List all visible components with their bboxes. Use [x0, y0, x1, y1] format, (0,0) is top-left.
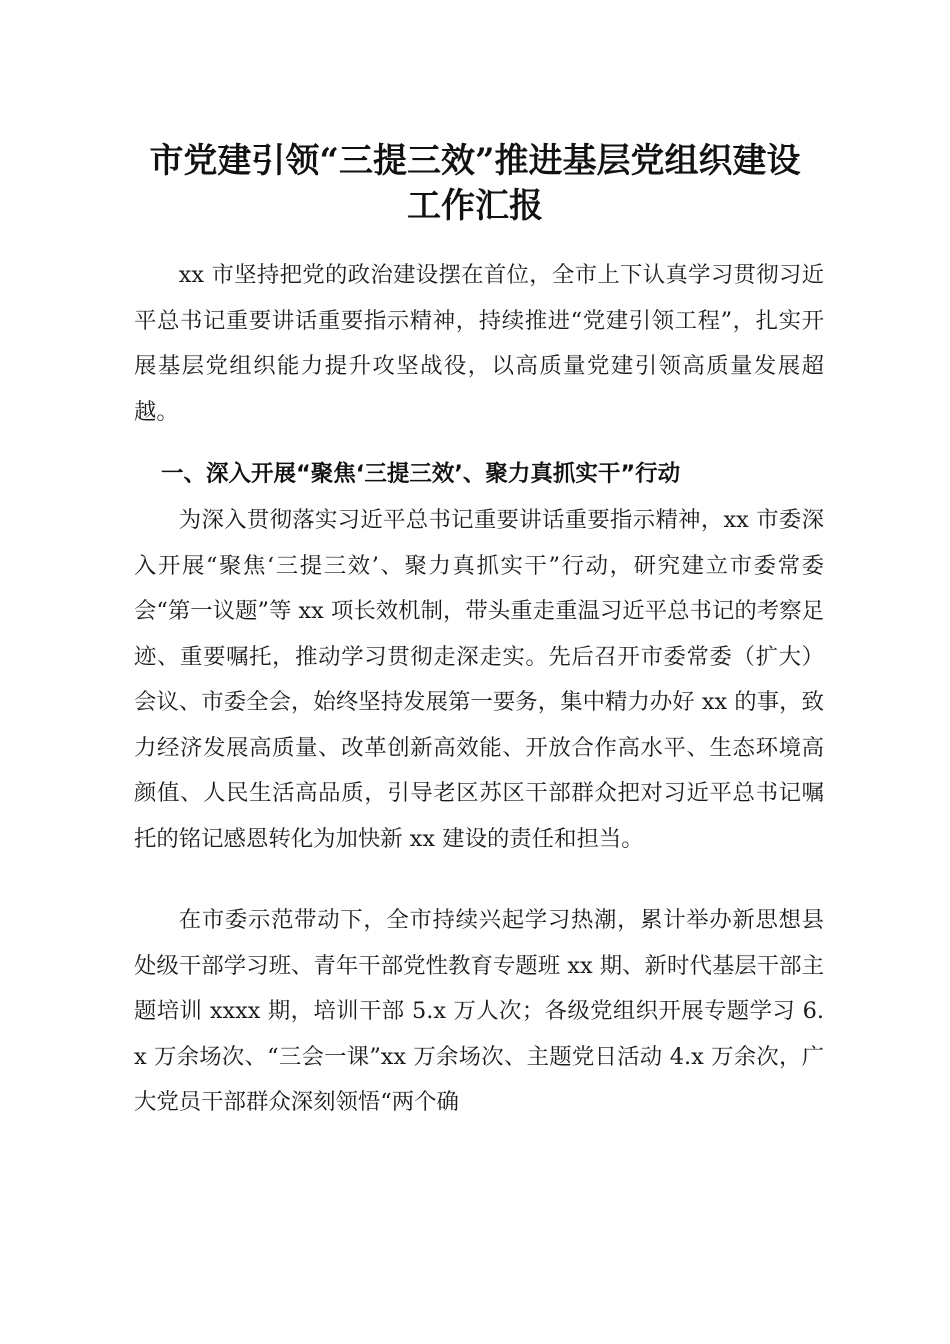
- section-1-paragraph-1: 为深入贯彻落实习近平总书记重要讲话重要指示精神，xx 市委深入开展“聚焦‘三提三效’、聚力真抓实干”行动，研究建立市委常委会“第一议题”等 xx 项长效机制，带头重走重温习近平总书记的考察足迹、重要嘱托，推动学习贯彻走深走实。先后召开市委常委（扩大）会议、市委全会，始终坚持发展第一要务，集中精力办好 xx 的事，致力经济发展高质量、改革创新高效能、开放合作高水平、生态环境高颜值、人民生活高品质，引导老区苏区干部群众把对习近平总书记嘱托的铭记感恩转化为加快新 xx 建设的责任和担当。: [134, 507, 824, 852]
- intro-paragraph: xx 市坚持把党的政治建设摆在首位，全市上下认真学习贯彻习近平总书记重要讲话重要指示精神，持续推进“党建引领工程”，扎实开展基层党组织能力提升攻坚战役，以高质量党建引领高质量发展超越。: [134, 262, 824, 425]
- section-heading-1: 一、深入开展“聚焦‘三提三效’、聚力真抓实干”行动: [161, 461, 681, 487]
- document-title-line-1: 市党建引领“三提三效”推进基层党组织建设: [149, 141, 801, 181]
- document-title-line-2: 工作汇报: [407, 186, 543, 226]
- section-1-paragraph-2: 在市委示范带动下，全市持续兴起学习热潮，累计举办新思想县处级干部学习班、青年干部党性教育专题班 xx 期、新时代基层干部主题培训 xxxx 期，培训干部 5.x 万人次；各级党组织开展专题学习 6.x 万余场次、“三会一课”xx 万余场次、主题党日活动 4.x 万余次，广大党员干部群众深刻领悟“两个确: [134, 907, 824, 1115]
